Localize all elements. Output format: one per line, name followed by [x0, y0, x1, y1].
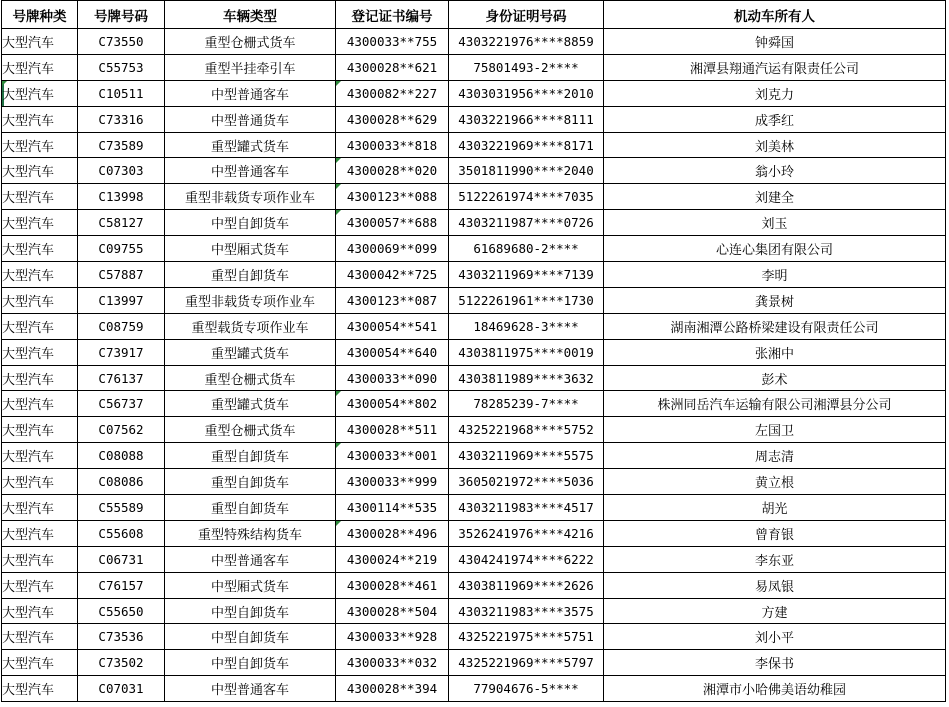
registration-number-cell[interactable]: 4300033**032 [336, 650, 449, 676]
table-row [2, 546, 946, 572]
owner-cell[interactable]: 成季红 [604, 106, 946, 132]
plate-number-cell[interactable]: C73589 [78, 132, 165, 158]
id-number-cell[interactable]: 4303211983****4517 [449, 495, 604, 521]
id-number-cell[interactable]: 3605021972****5036 [449, 469, 604, 495]
plate-number-cell[interactable]: C55650 [78, 598, 165, 624]
column-header-vehicle-type[interactable]: 车辆类型 [165, 1, 336, 29]
table-row [2, 650, 946, 676]
registration-number-cell[interactable]: 4300033**001 [336, 443, 449, 469]
registration-number-cell[interactable]: 4300028**496 [336, 520, 449, 546]
plate-type-cell[interactable]: 大型汽车 [2, 287, 78, 313]
id-number-cell[interactable]: 5122261961****1730 [449, 287, 604, 313]
plate-number-cell[interactable]: C07031 [78, 676, 165, 702]
vehicle-type-cell[interactable]: 重型非载货专项作业车 [165, 287, 336, 313]
plate-type-cell[interactable]: 大型汽车 [2, 80, 78, 106]
plate-number-cell[interactable]: C57887 [78, 262, 165, 288]
plate-type-cell[interactable]: 大型汽车 [2, 106, 78, 132]
plate-number-cell[interactable]: C09755 [78, 236, 165, 262]
plate-type-cell[interactable]: 大型汽车 [2, 391, 78, 417]
id-number-cell[interactable]: 4303221966****8111 [449, 106, 604, 132]
owner-cell[interactable]: 龚景树 [604, 287, 946, 313]
table-row [2, 80, 946, 106]
vehicle-type-cell[interactable]: 中型自卸货车 [165, 210, 336, 236]
vehicle-type-cell[interactable]: 中型自卸货车 [165, 624, 336, 650]
vehicle-type-cell[interactable]: 重型非载货专项作业车 [165, 184, 336, 210]
owner-cell[interactable]: 黄立根 [604, 469, 946, 495]
owner-cell[interactable]: 周志清 [604, 443, 946, 469]
plate-number-cell[interactable]: C07303 [78, 158, 165, 184]
plate-type-cell[interactable]: 大型汽车 [2, 572, 78, 598]
table-row [2, 443, 946, 469]
vehicle-type-cell[interactable]: 重型罐式货车 [165, 391, 336, 417]
plate-type-cell[interactable]: 大型汽车 [2, 624, 78, 650]
registration-number-cell[interactable]: 4300028**504 [336, 598, 449, 624]
table-row [2, 417, 946, 443]
id-number-cell[interactable]: 4304241974****6222 [449, 546, 604, 572]
owner-cell[interactable]: 李明 [604, 262, 946, 288]
owner-cell[interactable]: 刘美林 [604, 132, 946, 158]
plate-number-cell[interactable]: C13997 [78, 287, 165, 313]
vehicle-type-cell[interactable]: 中型普通客车 [165, 676, 336, 702]
vehicle-type-cell[interactable]: 中型普通货车 [165, 106, 336, 132]
plate-type-cell[interactable]: 大型汽车 [2, 313, 78, 339]
plate-number-cell[interactable]: C73316 [78, 106, 165, 132]
id-number-cell[interactable]: 78285239-7**** [449, 391, 604, 417]
plate-type-cell[interactable]: 大型汽车 [2, 365, 78, 391]
plate-number-cell[interactable]: C76137 [78, 365, 165, 391]
table-row [2, 339, 946, 365]
id-number-cell[interactable]: 4325221969****5797 [449, 650, 604, 676]
owner-cell[interactable]: 左国卫 [604, 417, 946, 443]
vehicle-type-cell[interactable]: 重型仓栅式货车 [165, 29, 336, 55]
vehicle-type-cell[interactable]: 重型自卸货车 [165, 495, 336, 521]
table-row [2, 520, 946, 546]
plate-type-cell[interactable]: 大型汽车 [2, 495, 78, 521]
plate-type-cell[interactable]: 大型汽车 [2, 443, 78, 469]
id-number-cell[interactable]: 4303031956****2010 [449, 80, 604, 106]
owner-cell[interactable]: 湘潭县翔通汽运有限责任公司 [604, 54, 946, 80]
plate-type-cell[interactable]: 大型汽车 [2, 29, 78, 55]
id-number-cell[interactable]: 4303811989****3632 [449, 365, 604, 391]
id-number-cell[interactable]: 4303211969****7139 [449, 262, 604, 288]
plate-number-cell[interactable]: C06731 [78, 546, 165, 572]
plate-type-cell[interactable]: 大型汽车 [2, 184, 78, 210]
table-row [2, 184, 946, 210]
vehicle-type-cell[interactable]: 重型自卸货车 [165, 262, 336, 288]
owner-cell[interactable]: 方建 [604, 598, 946, 624]
registration-number-cell[interactable]: 4300123**088 [336, 184, 449, 210]
vehicle-type-cell[interactable]: 重型仓栅式货车 [165, 365, 336, 391]
owner-cell[interactable]: 心连心集团有限公司 [604, 236, 946, 262]
table-row [2, 210, 946, 236]
vehicle-registration-table [1, 0, 946, 702]
registration-number-cell[interactable]: 4300028**461 [336, 572, 449, 598]
table-row [2, 313, 946, 339]
plate-type-cell[interactable]: 大型汽车 [2, 54, 78, 80]
table-row [2, 262, 946, 288]
table-row [2, 236, 946, 262]
owner-cell[interactable]: 胡光 [604, 495, 946, 521]
owner-cell[interactable]: 曾育银 [604, 520, 946, 546]
registration-number-cell[interactable]: 4300033**928 [336, 624, 449, 650]
owner-cell[interactable]: 张湘中 [604, 339, 946, 365]
table-row [2, 132, 946, 158]
plate-number-cell[interactable]: C55608 [78, 520, 165, 546]
id-number-cell[interactable]: 18469628-3**** [449, 313, 604, 339]
registration-number-cell[interactable]: 4300054**541 [336, 313, 449, 339]
plate-type-cell[interactable]: 大型汽车 [2, 262, 78, 288]
vehicle-type-cell[interactable]: 重型罐式货车 [165, 132, 336, 158]
owner-cell[interactable]: 刘建全 [604, 184, 946, 210]
vehicle-type-cell[interactable]: 中型普通客车 [165, 80, 336, 106]
table-row [2, 469, 946, 495]
registration-number-cell[interactable]: 4300054**640 [336, 339, 449, 365]
vehicle-type-cell[interactable]: 重型半挂牵引车 [165, 54, 336, 80]
owner-cell[interactable]: 刘克力 [604, 80, 946, 106]
plate-type-cell[interactable]: 大型汽车 [2, 598, 78, 624]
plate-number-cell[interactable]: C73550 [78, 29, 165, 55]
plate-type-cell[interactable]: 大型汽车 [2, 417, 78, 443]
column-header-plate-type[interactable]: 号牌种类 [2, 1, 78, 29]
registration-number-cell[interactable]: 4300054**802 [336, 391, 449, 417]
plate-number-cell[interactable]: C08086 [78, 469, 165, 495]
vehicle-type-cell[interactable]: 重型仓栅式货车 [165, 417, 336, 443]
table-row [2, 158, 946, 184]
plate-type-cell[interactable]: 大型汽车 [2, 520, 78, 546]
vehicle-type-cell[interactable]: 中型普通客车 [165, 546, 336, 572]
registration-number-cell[interactable]: 4300028**020 [336, 158, 449, 184]
owner-cell[interactable]: 刘小平 [604, 624, 946, 650]
registration-number-cell[interactable]: 4300082**227 [336, 80, 449, 106]
table-row [2, 624, 946, 650]
plate-number-cell[interactable]: C76157 [78, 572, 165, 598]
registration-number-cell[interactable]: 4300123**087 [336, 287, 449, 313]
id-number-cell[interactable]: 4303811969****2626 [449, 572, 604, 598]
owner-cell[interactable]: 李东亚 [604, 546, 946, 572]
registration-number-cell[interactable]: 4300028**511 [336, 417, 449, 443]
id-number-cell[interactable]: 4303211983****3575 [449, 598, 604, 624]
plate-type-cell[interactable]: 大型汽车 [2, 132, 78, 158]
table-row [2, 495, 946, 521]
plate-number-cell[interactable]: C08759 [78, 313, 165, 339]
plate-type-cell[interactable]: 大型汽车 [2, 158, 78, 184]
owner-cell[interactable]: 易凤银 [604, 572, 946, 598]
vehicle-type-cell[interactable]: 中型厢式货车 [165, 572, 336, 598]
owner-cell[interactable]: 李保书 [604, 650, 946, 676]
plate-type-cell[interactable]: 大型汽车 [2, 236, 78, 262]
registration-number-cell[interactable]: 4300028**621 [336, 54, 449, 80]
registration-number-cell[interactable]: 4300042**725 [336, 262, 449, 288]
table-row [2, 54, 946, 80]
vehicle-type-cell[interactable]: 重型特殊结构货车 [165, 520, 336, 546]
registration-number-cell[interactable]: 4300028**629 [336, 106, 449, 132]
column-header-owner[interactable]: 机动车所有人 [604, 1, 946, 29]
table-row [2, 29, 946, 55]
plate-type-cell[interactable]: 大型汽车 [2, 546, 78, 572]
id-number-cell[interactable]: 4303211969****5575 [449, 443, 604, 469]
registration-number-cell[interactable]: 4300114**535 [336, 495, 449, 521]
plate-type-cell[interactable]: 大型汽车 [2, 650, 78, 676]
table-row [2, 572, 946, 598]
plate-number-cell[interactable]: C58127 [78, 210, 165, 236]
plate-number-cell[interactable]: C07562 [78, 417, 165, 443]
owner-cell[interactable]: 钟舜国 [604, 29, 946, 55]
id-number-cell[interactable]: 4303221976****8859 [449, 29, 604, 55]
plate-type-cell[interactable]: 大型汽车 [2, 210, 78, 236]
table-row [2, 365, 946, 391]
vehicle-type-cell[interactable]: 重型自卸货车 [165, 443, 336, 469]
plate-number-cell[interactable]: C73536 [78, 624, 165, 650]
registration-number-cell[interactable]: 4300057**688 [336, 210, 449, 236]
registration-number-cell[interactable]: 4300024**219 [336, 546, 449, 572]
vehicle-type-cell[interactable]: 中型普通客车 [165, 158, 336, 184]
id-number-cell[interactable]: 75801493-2**** [449, 54, 604, 80]
id-number-cell[interactable]: 61689680-2**** [449, 236, 604, 262]
plate-number-cell[interactable]: C13998 [78, 184, 165, 210]
owner-cell[interactable]: 湖南湘潭公路桥梁建设有限责任公司 [604, 313, 946, 339]
registration-number-cell[interactable]: 4300033**755 [336, 29, 449, 55]
table-row [2, 598, 946, 624]
table-row [2, 676, 946, 702]
owner-cell[interactable]: 彭术 [604, 365, 946, 391]
table-row [2, 391, 946, 417]
id-number-cell[interactable]: 3526241976****4216 [449, 520, 604, 546]
registration-number-cell[interactable]: 4300033**818 [336, 132, 449, 158]
vehicle-type-cell[interactable]: 重型自卸货车 [165, 469, 336, 495]
plate-type-cell[interactable]: 大型汽车 [2, 469, 78, 495]
plate-number-cell[interactable]: C10511 [78, 80, 165, 106]
plate-number-cell[interactable]: C55753 [78, 54, 165, 80]
column-header-id-number[interactable]: 身份证明号码 [449, 1, 604, 29]
vehicle-type-cell[interactable]: 中型厢式货车 [165, 236, 336, 262]
vehicle-type-cell[interactable]: 重型载货专项作业车 [165, 313, 336, 339]
plate-type-cell[interactable]: 大型汽车 [2, 339, 78, 365]
plate-number-cell[interactable]: C73917 [78, 339, 165, 365]
plate-number-cell[interactable]: C56737 [78, 391, 165, 417]
owner-cell[interactable]: 刘玉 [604, 210, 946, 236]
owner-cell[interactable]: 翁小玲 [604, 158, 946, 184]
plate-number-cell[interactable]: C08088 [78, 443, 165, 469]
table-row [2, 287, 946, 313]
column-header-registration-number[interactable]: 登记证书编号 [336, 1, 449, 29]
owner-cell[interactable]: 湘潭市小哈佛美语幼稚园 [604, 676, 946, 702]
id-number-cell[interactable]: 4303811975****0019 [449, 339, 604, 365]
vehicle-type-cell[interactable]: 重型罐式货车 [165, 339, 336, 365]
registration-number-cell[interactable]: 4300028**394 [336, 676, 449, 702]
column-header-plate-number[interactable]: 号牌号码 [78, 1, 165, 29]
table-row [2, 106, 946, 132]
vehicle-type-cell[interactable]: 中型自卸货车 [165, 650, 336, 676]
owner-cell[interactable]: 株洲同岳汽车运输有限公司湘潭县分公司 [604, 391, 946, 417]
plate-type-cell[interactable]: 大型汽车 [2, 676, 78, 702]
id-number-cell[interactable]: 4303211987****0726 [449, 210, 604, 236]
registration-number-cell[interactable]: 4300033**999 [336, 469, 449, 495]
registration-number-cell[interactable]: 4300033**090 [336, 365, 449, 391]
id-number-cell[interactable]: 4325221968****5752 [449, 417, 604, 443]
vehicle-type-cell[interactable]: 中型自卸货车 [165, 598, 336, 624]
id-number-cell[interactable]: 5122261974****7035 [449, 184, 604, 210]
registration-number-cell[interactable]: 4300069**099 [336, 236, 449, 262]
header-row [2, 1, 946, 29]
id-number-cell[interactable]: 4303221969****8171 [449, 132, 604, 158]
id-number-cell[interactable]: 4325221975****5751 [449, 624, 604, 650]
plate-number-cell[interactable]: C55589 [78, 495, 165, 521]
id-number-cell[interactable]: 77904676-5**** [449, 676, 604, 702]
plate-number-cell[interactable]: C73502 [78, 650, 165, 676]
id-number-cell[interactable]: 3501811990****2040 [449, 158, 604, 184]
